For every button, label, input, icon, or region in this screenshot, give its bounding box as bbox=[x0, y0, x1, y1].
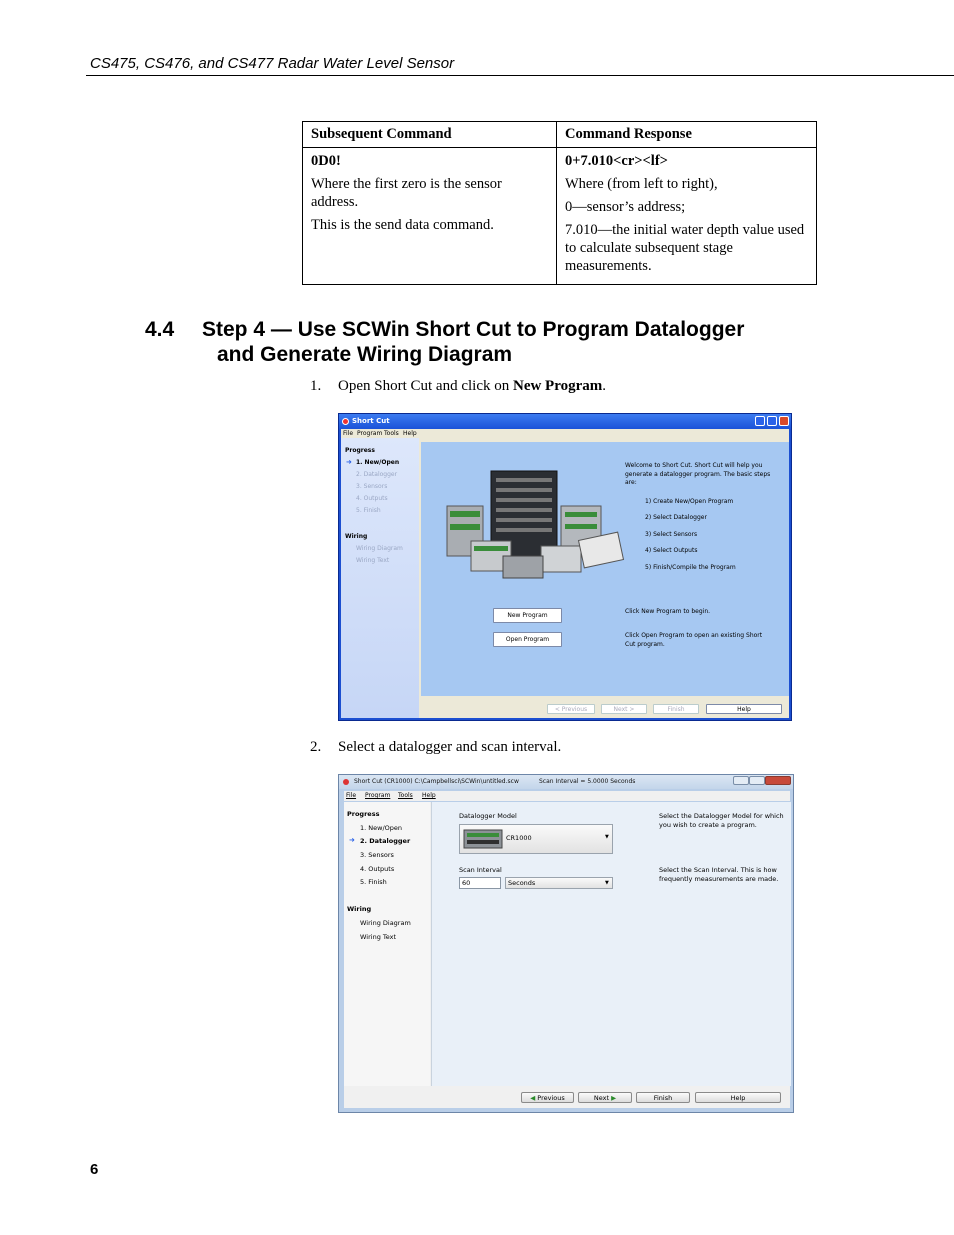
response-code: 0+7.010<cr><lf> bbox=[565, 153, 668, 169]
menu-bar bbox=[341, 429, 789, 438]
basic-step: 2) Select Datalogger bbox=[645, 514, 707, 521]
next-button[interactable]: Next > bbox=[601, 704, 647, 714]
table-header-cell: Subsequent Command bbox=[303, 122, 557, 148]
shortcut-window-welcome bbox=[338, 413, 792, 721]
response-note: 7.010—the initial water depth value used to calculate subsequent stage measurements. bbox=[565, 222, 805, 274]
section-number: 4.4 bbox=[145, 318, 175, 341]
datalogger-model-value: CR1000 bbox=[506, 834, 532, 842]
step-number: 2. bbox=[310, 739, 322, 755]
scan-interval-hint: Select the Scan Interval. This is how frequently measurements are made. bbox=[659, 866, 779, 883]
wizard-nav bbox=[431, 1090, 790, 1106]
command-note: Where the first zero is the sensor address. bbox=[311, 176, 502, 210]
progress-item-new-open[interactable]: 1. New/Open bbox=[356, 459, 400, 466]
progress-item-sensors[interactable]: 3. Sensors bbox=[360, 851, 394, 859]
section-title: Step 4 — Use SCWin Short Cut to Program Datalogger bbox=[202, 318, 745, 341]
wiring-item-text[interactable]: Wiring Text bbox=[360, 933, 397, 941]
menu-tools[interactable]: Tools bbox=[398, 792, 413, 799]
progress-item-outputs[interactable]: 4. Outputs bbox=[360, 865, 395, 873]
table-row bbox=[303, 148, 817, 285]
maximize-icon[interactable] bbox=[749, 776, 765, 785]
new-program-button[interactable]: New Program bbox=[493, 608, 562, 623]
command-note: This is the send data command. bbox=[311, 217, 494, 233]
header-rule bbox=[86, 75, 954, 76]
table-header-row bbox=[303, 122, 817, 148]
running-header: CS475, CS476, and CS477 Radar Water Level Sensor bbox=[90, 55, 455, 72]
chevron-down-icon: ▼ bbox=[605, 834, 609, 840]
datalogger-thumbnail-icon bbox=[463, 828, 503, 850]
finish-button[interactable]: Finish bbox=[653, 704, 699, 714]
menu-program[interactable]: Program bbox=[365, 792, 391, 799]
scan-interval-value: 60 bbox=[462, 879, 471, 887]
datalogger-panel bbox=[431, 802, 791, 1086]
command-table bbox=[302, 121, 817, 285]
open-program-hint: Click Open Program to open an existing Short Cut program. bbox=[625, 632, 763, 648]
scan-interval-input[interactable] bbox=[459, 877, 501, 889]
new-program-hint: Click New Program to begin. bbox=[625, 608, 711, 615]
window-title: Short Cut bbox=[352, 417, 390, 425]
progress-item-new-open[interactable]: 1. New/Open bbox=[360, 824, 402, 832]
minimize-icon[interactable] bbox=[733, 776, 749, 785]
wizard-nav bbox=[421, 700, 789, 718]
wiring-heading: Wiring bbox=[347, 905, 372, 913]
welcome-panel bbox=[421, 442, 789, 696]
menu-program[interactable]: Program bbox=[357, 430, 383, 437]
previous-button[interactable]: < Previous bbox=[547, 704, 595, 714]
wiring-item-diagram[interactable]: Wiring Diagram bbox=[360, 919, 411, 927]
maximize-icon[interactable] bbox=[767, 416, 777, 426]
app-icon bbox=[342, 418, 349, 425]
command-cell bbox=[303, 148, 557, 285]
wiring-item-diagram[interactable]: Wiring Diagram bbox=[356, 545, 403, 552]
step-item bbox=[310, 739, 810, 759]
window-client bbox=[341, 438, 789, 718]
help-button[interactable]: Help bbox=[695, 1092, 781, 1103]
close-icon[interactable] bbox=[765, 776, 791, 785]
finish-button[interactable]: Finish bbox=[636, 1092, 690, 1103]
datalogger-model-select[interactable] bbox=[459, 824, 613, 854]
step-text-part: Open Short Cut and click on bbox=[338, 378, 513, 394]
page-number: 6 bbox=[90, 1161, 99, 1178]
open-program-button[interactable]: Open Program bbox=[493, 632, 562, 647]
scan-interval-label: Scan Interval bbox=[459, 866, 502, 874]
progress-item-sensors[interactable]: 3. Sensors bbox=[356, 483, 388, 490]
arrow-right-icon: ➜ bbox=[349, 836, 355, 844]
progress-heading: Progress bbox=[345, 447, 375, 454]
wiring-item-text[interactable]: Wiring Text bbox=[356, 557, 390, 564]
arrow-right-icon: ➜ bbox=[346, 458, 352, 466]
progress-item-datalogger[interactable]: 2. Datalogger bbox=[360, 837, 411, 845]
shortcut-window-datalogger bbox=[338, 774, 794, 1113]
next-label: Next bbox=[593, 1094, 610, 1102]
basic-step: 5) Finish/Compile the Program bbox=[645, 564, 736, 571]
welcome-text: Welcome to Short Cut. Short Cut will help you generate a datalogger program. The basic steps are: bbox=[625, 462, 771, 486]
progress-sidebar bbox=[341, 438, 419, 718]
menu-file[interactable]: File bbox=[343, 430, 354, 437]
step-text-part: . bbox=[602, 378, 607, 394]
previous-button[interactable] bbox=[521, 1092, 574, 1103]
window-client bbox=[344, 802, 790, 1108]
progress-heading: Progress bbox=[347, 810, 380, 818]
next-button[interactable] bbox=[578, 1092, 632, 1103]
datalogger-hint: Select the Datalogger Model for which you wish to create a program. bbox=[659, 812, 784, 829]
step-text: Select a datalogger and scan interval. bbox=[338, 739, 562, 755]
basic-step: 3) Select Sensors bbox=[645, 531, 698, 538]
response-note: Where (from left to right), bbox=[565, 176, 718, 192]
progress-item-finish[interactable]: 5. Finish bbox=[360, 878, 387, 886]
menu-help[interactable]: Help bbox=[403, 430, 417, 437]
wiring-heading: Wiring bbox=[345, 533, 368, 540]
previous-label: Previous bbox=[537, 1094, 565, 1102]
scan-interval-title: Scan Interval = 5.0000 Seconds bbox=[539, 778, 636, 785]
app-icon bbox=[343, 779, 349, 785]
step-item bbox=[310, 378, 810, 398]
chevron-right-icon: ▶ bbox=[609, 1094, 617, 1102]
window-titlebar bbox=[339, 414, 791, 429]
progress-item-datalogger[interactable]: 2. Datalogger bbox=[356, 471, 398, 478]
step-text bbox=[338, 378, 606, 395]
datalogger-products-image bbox=[441, 466, 631, 586]
progress-sidebar bbox=[344, 802, 430, 1086]
chevron-down-icon: ▼ bbox=[605, 880, 609, 886]
menu-help[interactable]: Help bbox=[422, 792, 436, 799]
progress-item-finish[interactable]: 5. Finish bbox=[356, 507, 381, 514]
scan-unit-select[interactable] bbox=[505, 877, 613, 889]
basic-step: 1) Create New/Open Program bbox=[645, 498, 734, 505]
chevron-left-icon: ◀ bbox=[530, 1094, 538, 1102]
section-title-continued: and Generate Wiring Diagram bbox=[217, 343, 513, 366]
menu-tools[interactable]: Tools bbox=[384, 430, 399, 437]
menu-file[interactable]: File bbox=[346, 792, 357, 799]
step-number: 1. bbox=[310, 378, 322, 394]
step-text-bold: New Program bbox=[512, 378, 603, 394]
datalogger-model-label: Datalogger Model bbox=[459, 812, 517, 820]
window-title: Short Cut (CR1000) C:\Campbellsci\SCWin\untitled.scw bbox=[354, 778, 519, 785]
response-cell bbox=[557, 148, 817, 285]
minimize-icon[interactable] bbox=[755, 416, 765, 426]
response-note: 0—sensor’s address; bbox=[565, 199, 686, 215]
close-icon[interactable] bbox=[779, 416, 789, 426]
window-titlebar bbox=[339, 775, 793, 789]
scan-unit-value: Seconds bbox=[508, 879, 536, 887]
basic-step: 4) Select Outputs bbox=[645, 547, 698, 554]
command-code: 0D0! bbox=[311, 153, 341, 169]
progress-item-outputs[interactable]: 4. Outputs bbox=[356, 495, 388, 502]
help-button[interactable]: Help bbox=[706, 704, 782, 714]
table-header-cell: Command Response bbox=[557, 122, 817, 148]
menu-bar bbox=[344, 791, 790, 801]
